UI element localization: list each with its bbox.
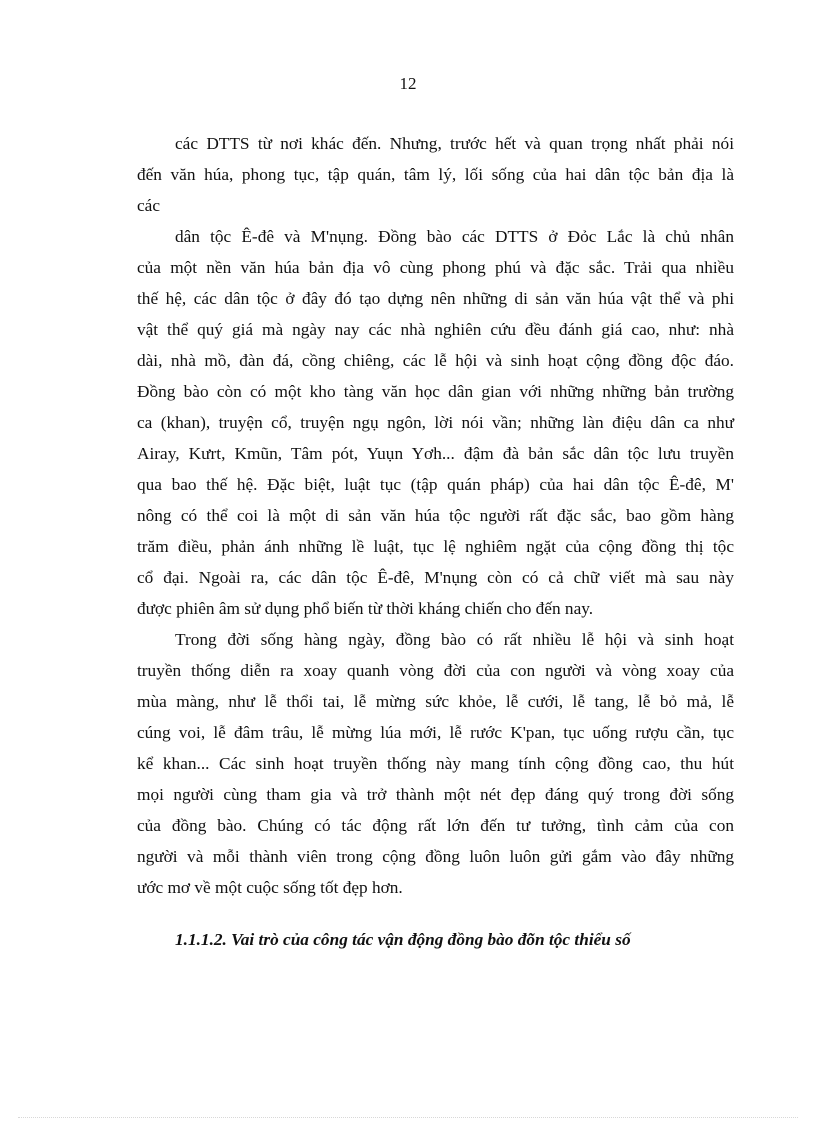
text-line: kể khan... Các sinh hoạt truyền thống này mang tính cộng đồng cao, thu hút [137,754,734,773]
text-line: cúng voi, lễ đâm trâu, lễ mừng lúa mới, lễ rước K'pan, tục uống rượu cần, tục [137,723,734,742]
text-line: cổ đại. Ngoài ra, các dân tộc Ê-đê, M'nụng còn có cả chữ viết mà sau này [137,568,734,587]
text-line: ca (khan), truyện cổ, truyện ngụ ngôn, lời nói vần; những làn điệu dân ca như [137,413,734,432]
text-line: Đồng bào còn có một kho tàng văn học dân gian với những những bản trường [137,382,734,401]
text-line: của một nền văn húa bản địa vô cùng phong phú và đặc sắc. Trải qua nhiều [137,258,734,277]
body-text [137,128,734,903]
text-line: các DTTS từ nơi khác đến. Nhưng, trước hết và quan trọng nhất phải nói [175,134,734,153]
section-heading: 1.1.1.2. Vai trò của công tác vận động đồng bào đõn tộc thiểu số [175,930,631,949]
text-line: vật thể quý giá mà ngày nay các nhà nghiên cứu đều đánh giá cao, như: nhà [137,320,734,339]
text-line: trăm điều, phản ánh những lề luật, tục lệ nghiêm ngặt của cộng đồng thị tộc [137,537,734,556]
paragraph-3 [137,624,734,903]
text-line: Airay, Kưrt, Kmũn, Tâm pót, Yuụn Yơh... đậm đà bản sắc dân tộc lưu truyền [137,444,734,463]
text-line: qua bao thế hệ. Đặc biệt, luật tục (tập quán pháp) của hai dân tộc Ê-đê, M' [137,475,734,494]
text-line: dân tộc Ê-đê và M'nụng. Đồng bào các DTTS ở Đỏc Lắc là chủ nhân [175,227,734,246]
text-line: thế hệ, các dân tộc ở đây đó tạo dựng nên những di sản văn húa vật thể và phi [137,289,734,308]
paragraph-2 [137,221,734,624]
text-line: được phiên âm sử dụng phổ biến từ thời kháng chiến cho đến nay. [137,599,594,618]
text-line: mùa màng, như lễ thổi tai, lễ mừng sức khỏe, lễ cưới, lễ tang, lễ bỏ mả, lễ [137,692,734,711]
text-line: Trong đời sống hàng ngày, đồng bào có rất nhiều lễ hội và sinh hoạt [175,630,734,649]
text-line: đến văn húa, phong tục, tập quán, tâm lý, lối sống của hai dân tộc bản địa là [137,165,734,184]
text-line: nông có thể coi là một di sản văn húa tộc người rất đặc sắc, bao gồm hàng [137,506,734,525]
paragraph-1 [137,128,734,221]
text-line: ước mơ về một cuộc sống tốt đẹp hơn. [137,878,403,897]
text-line: người và mỗi thành viên trong cộng đồng luôn luôn gửi gắm vào đây những [137,847,734,866]
page-number: 12 [399,74,417,93]
text-line: dài, nhà mồ, đàn đá, cồng chiêng, các lễ hội và sinh hoạt cộng đồng độc đáo. [137,351,734,370]
text-line: mọi người cùng tham gia và trở thành một nét đẹp đáng quý trong đời sống [137,785,734,804]
text-line: truyền thống diễn ra xoay quanh vòng đời của con người và vòng xoay của [137,661,734,680]
page-bottom-border [18,1117,798,1118]
text-line: các [137,196,161,215]
text-line: của đồng bào. Chúng có tác động rất lớn đến tư tưởng, tình cảm của con [137,816,734,835]
